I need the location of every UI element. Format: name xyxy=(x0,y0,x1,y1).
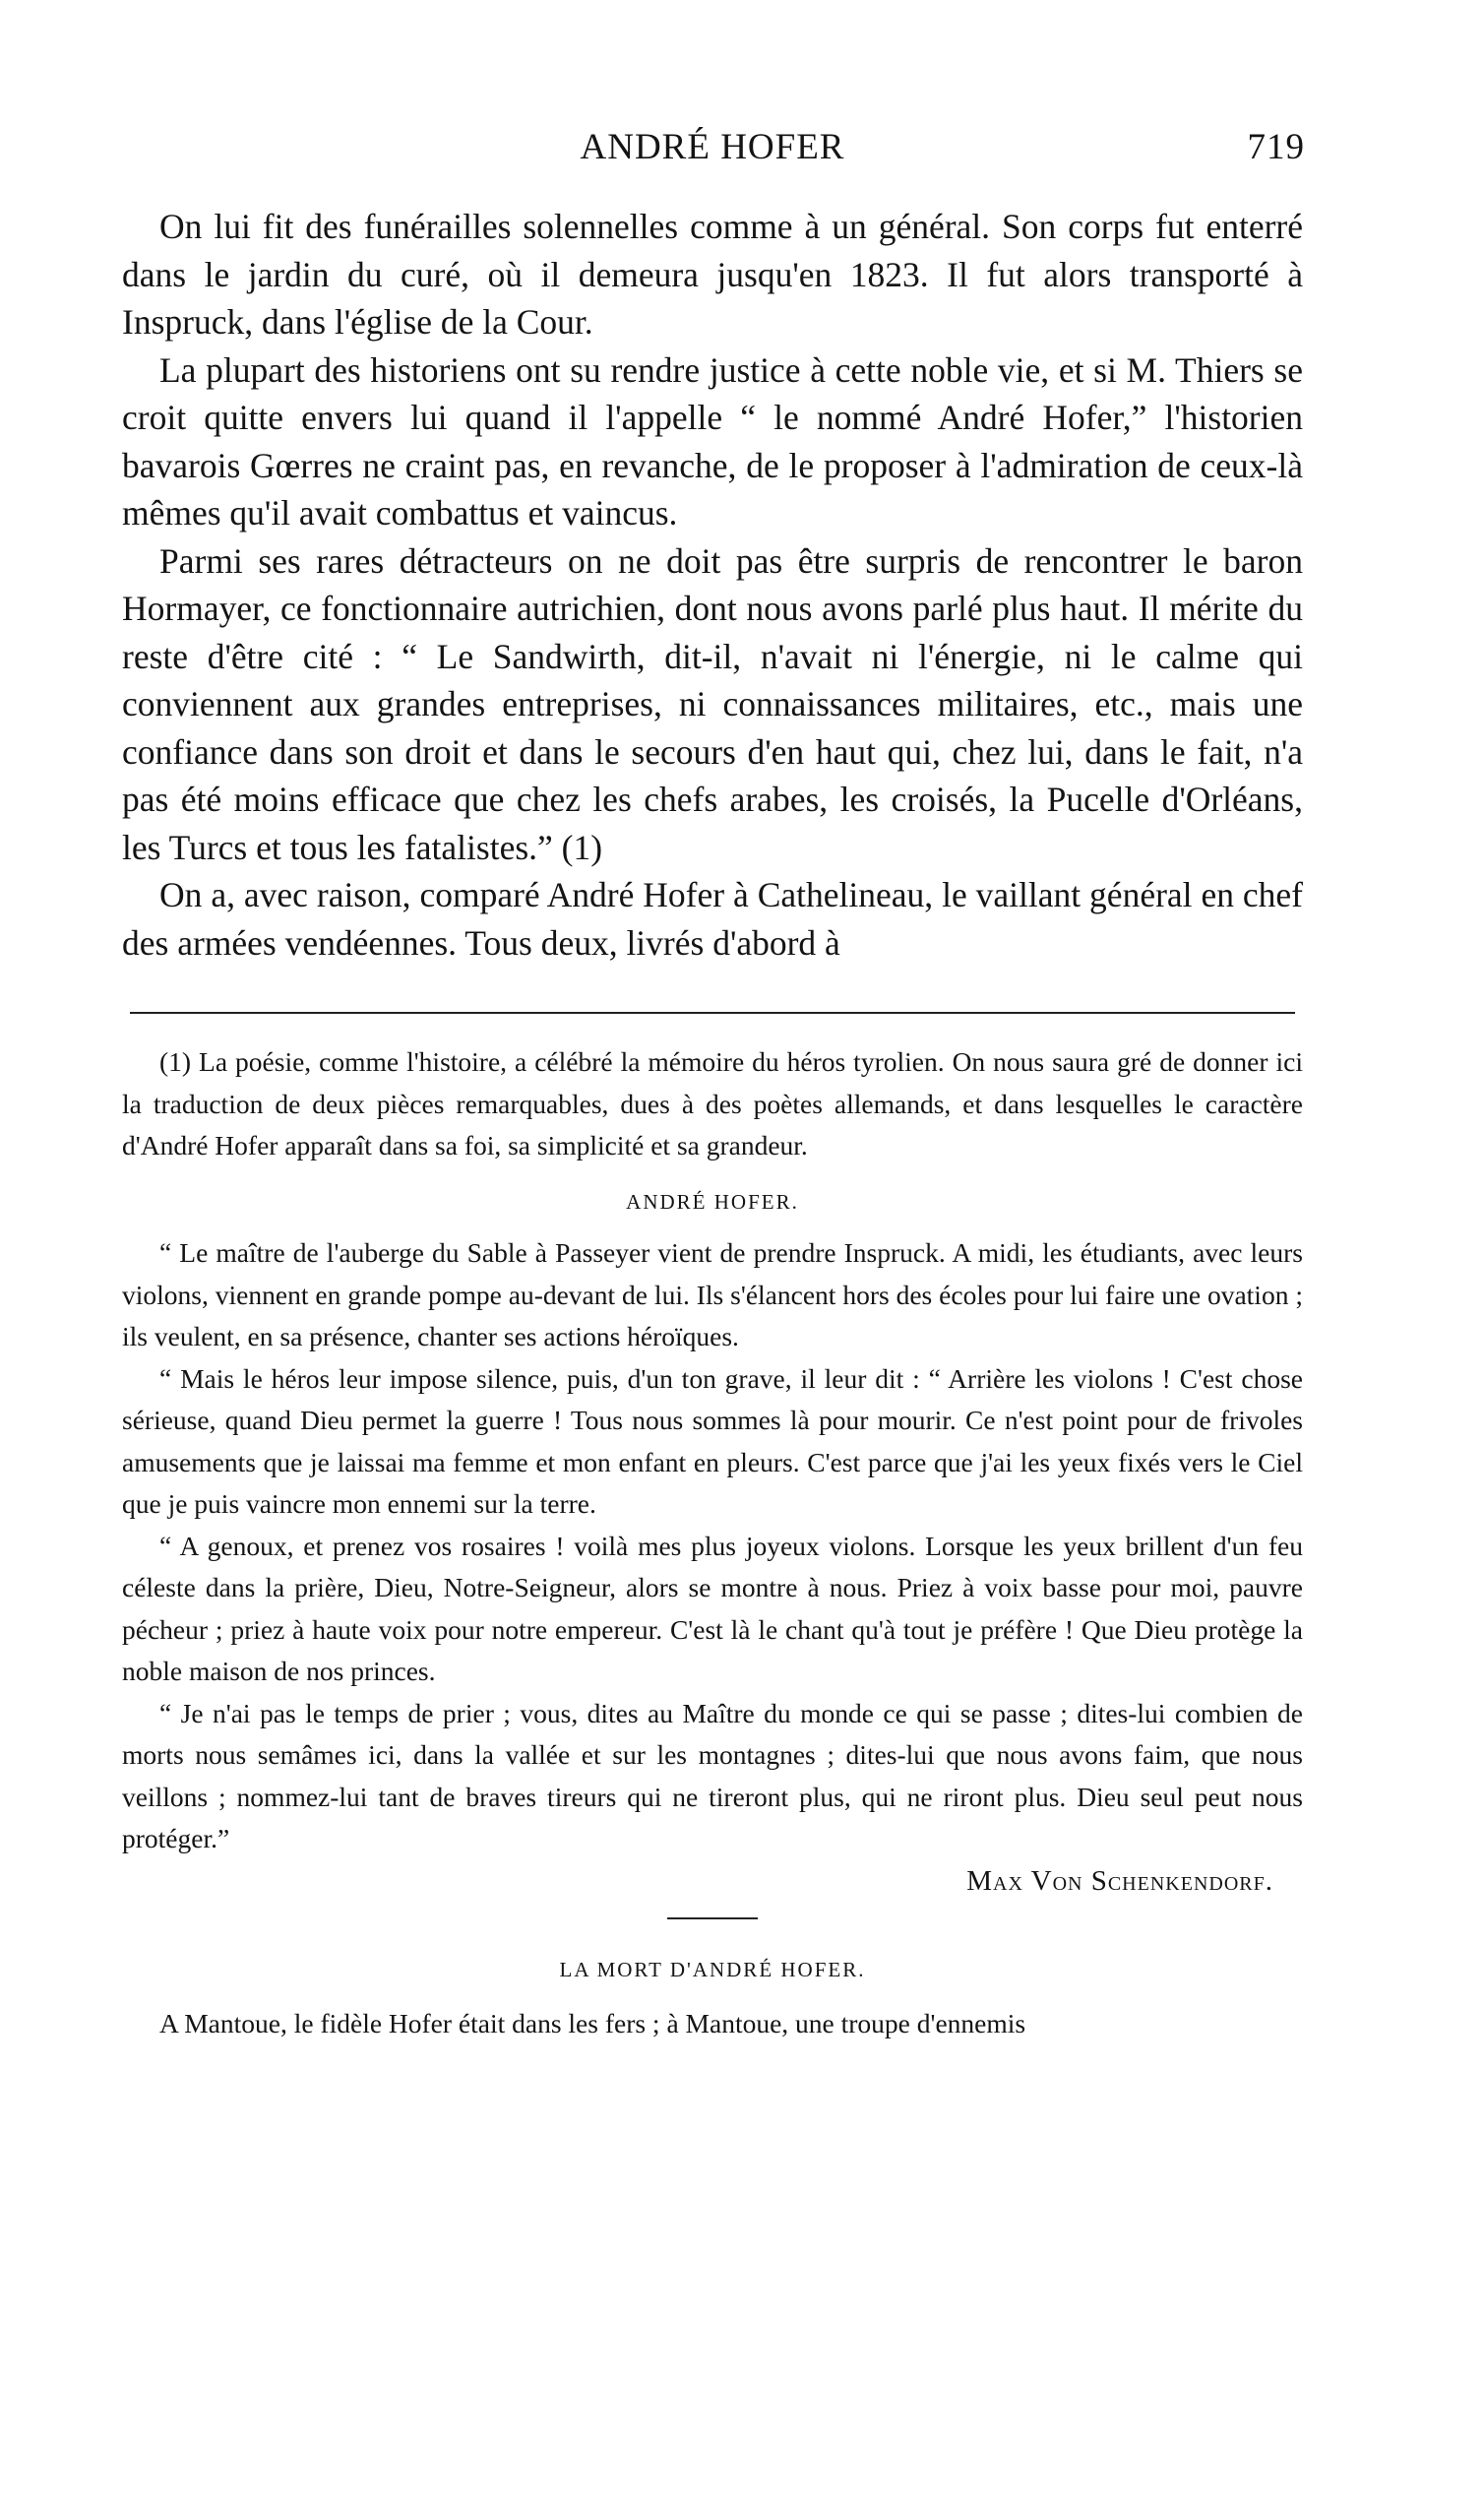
running-title: ANDRÉ HOFER xyxy=(580,127,845,167)
poem-1-stanza-3: “ A genoux, et prenez vos rosaires ! voilà mes plus joyeux violons. Lorsque les yeux brillent d'un feu céleste dans la prière, Dieu, Notre-Seigneur, alors se montre à nous. Priez à voix basse pour moi, pauvre pécheur ; priez à haute voix pour notre empereur. C'est là le chant qu'à tout je préfère ! Que Dieu protège la noble maison de nos princes. xyxy=(122,1530,1303,1686)
main-text xyxy=(122,203,1303,967)
poem-2-title: LA MORT D'ANDRÉ HOFER. xyxy=(559,1958,866,1981)
running-head xyxy=(122,126,1303,185)
poem-1-stanza-4: “ Je n'ai pas le temps de prier ; vous, dites au Maître du monde ce qui se passe ; dites-lui combien de morts nous semâmes ici, dans la vallée et sur les montagnes ; dites-lui que nous avons faim, que nous veillons ; nommez-lui tant de braves tireurs qui ne tireront plus, qui ne riront plus. Dieu seul peut nous protéger.” xyxy=(122,1697,1303,1853)
page-number: 719 xyxy=(1247,127,1305,167)
body-paragraph-2: La plupart des historiens ont su rendre justice à cette noble vie, et si M. Thiers se croit quitte envers lui quand il l'appelle “ le nommé André Hofer,” l'historien bavarois Gœrres ne craint pas, en revanche, de le proposer à l'admiration de ceux-là mêmes qu'il avait combattus et vaincus. xyxy=(122,349,1303,533)
poem-1-stanza-2: “ Mais le héros leur impose silence, puis, d'un ton grave, il leur dit : “ Arrière les violons ! C'est chose sérieuse, quand Dieu permet la guerre ! Tous nous sommes là pour mourir. Ce n'est point pour de frivoles amusements que je laissai ma femme et mon enfant en pleurs. C'est parce que j'ai les yeux fixés vers le Ciel que je puis vaincre mon ennemi sur la terre. xyxy=(122,1362,1303,1519)
footnote-separator xyxy=(130,1012,1295,1014)
poem-1-title: ANDRÉ HOFER. xyxy=(626,1189,799,1214)
poem-1-stanza-1: “ Le maître de l'auberge du Sable à Passeyer vient de prendre Inspruck. A midi, les étudiants, avec leurs violons, viennent en grande pompe au-devant de lui. Ils s'élancent hors des écoles pour lui faire une ovation ; ils veulent, en sa présence, chanter ses actions héroïques. xyxy=(122,1237,1303,1351)
poem-2-first-line: A Mantoue, le fidèle Hofer était dans les fers ; à Mantoue, une troupe d'ennemis xyxy=(159,2007,1026,2038)
body-paragraph-3: Parmi ses rares détracteurs on ne doit pas être surpris de rencontrer le baron Hormayer, ce fonctionnaire autrichien, dont nous avons parlé plus haut. Il mérite du reste d'être cité : “ Le Sandwirth, dit-il, n'avait ni l'énergie, ni le calme qui conviennent aux grandes entreprises, ni connaissances militaires, etc., mais une confiance dans son droit et dans le secours d'en haut qui, chez lui, dans le fait, n'a pas été moins efficace que chez les chefs arabes, les croisés, la Pucelle d'Orléans, les Turcs et tous les fatalistes.” (1) xyxy=(122,540,1303,867)
poem-separator xyxy=(667,1917,758,1919)
book-page xyxy=(122,126,1303,2044)
footnote-intro: (1) La poésie, comme l'histoire, a célébré la mémoire du héros tyrolien. On nous saura gré de donner ici la traduction de deux pièces remarquables, dues à des poètes allemands, et dans lesquelles le caractère d'André Hofer apparaît dans sa foi, sa simplicité et sa grandeur. xyxy=(122,1046,1303,1160)
body-paragraph-1: On lui fit des funérailles solennelles comme à un général. Son corps fut enterré dans le jardin du curé, où il demeura jusqu'en 1823. Il fut alors transporté à Inspruck, dans l'église de la Cour. xyxy=(122,207,1303,342)
footnote xyxy=(122,1041,1303,2044)
poem-1-author: Max Von Schenkendorf. xyxy=(966,1864,1273,1897)
body-paragraph-4: On a, avec raison, comparé André Hofer à Cathelineau, le vaillant général en chef des armées vendéennes. Tous deux, livrés d'abord à xyxy=(122,875,1303,963)
